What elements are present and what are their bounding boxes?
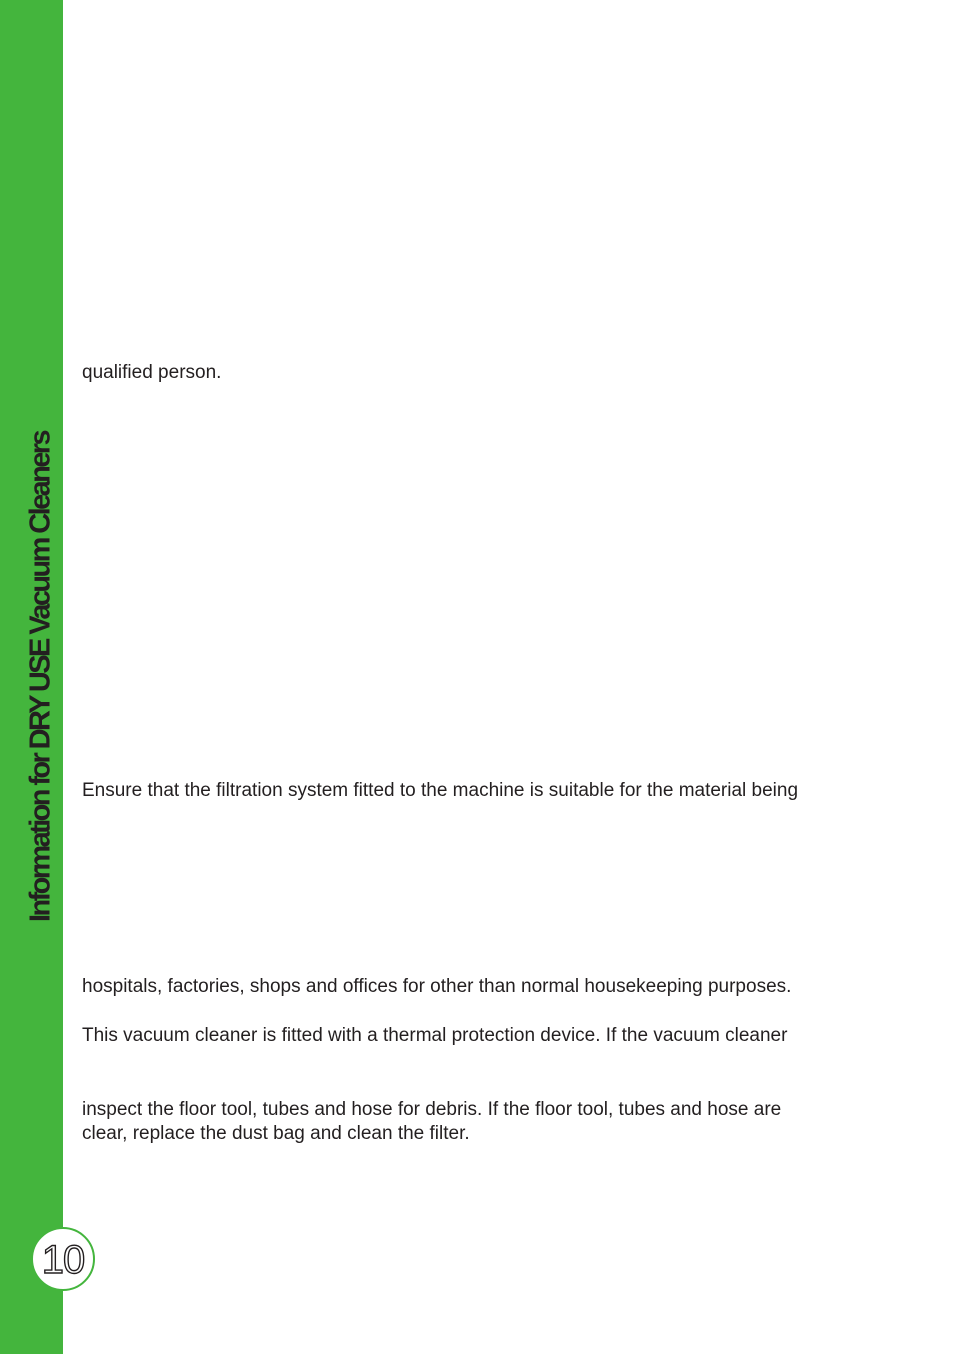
page-number-badge <box>31 1227 95 1291</box>
body-paragraph: qualified person. <box>82 362 222 383</box>
body-paragraph: hospitals, factories, shops and offices for other than normal housekeeping purposes. <box>82 976 792 997</box>
body-paragraph: inspect the floor tool, tubes and hose for debris. If the floor tool, tubes and hose are <box>82 1099 782 1120</box>
body-paragraph: This vacuum cleaner is fitted with a thermal protection device. If the vacuum cleaner <box>82 1025 788 1046</box>
body-paragraph: Ensure that the filtration system fitted to the machine is suitable for the material being <box>82 780 799 801</box>
page-number: 10 <box>41 1238 85 1282</box>
sidebar-band <box>0 0 63 1354</box>
body-paragraph: clear, replace the dust bag and clean the filter. <box>82 1123 470 1144</box>
sidebar-section-title: Information for DRY USE Vacuum Cleaners <box>24 431 57 923</box>
